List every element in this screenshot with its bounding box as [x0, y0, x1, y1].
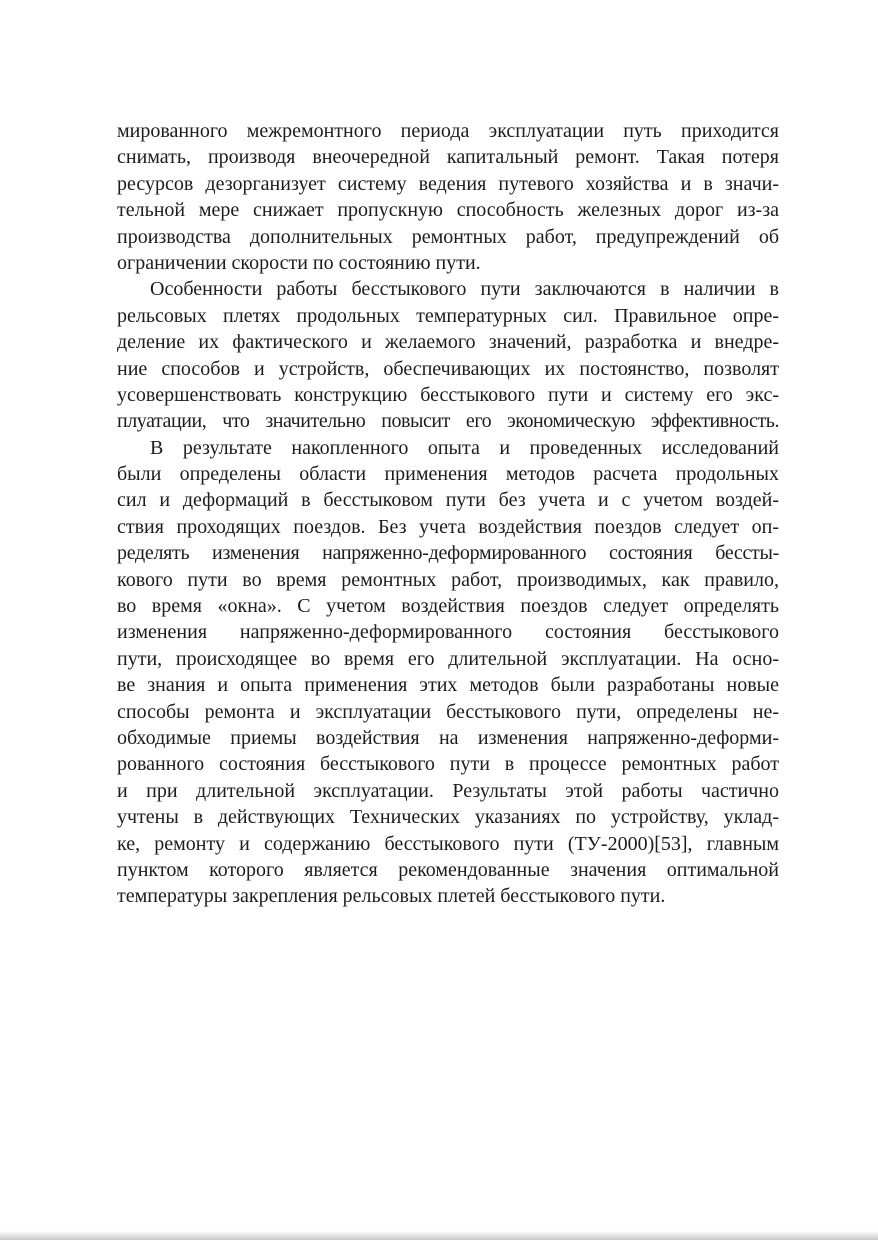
text-line: деление их фактического и желаемого значений, разработка и внедре-	[117, 331, 779, 354]
text-line: усовершенствовать конструкцию бесстыкового пути и систему его экс-	[117, 383, 779, 406]
text-line: ресурсов дезорганизует систему ведения путевого хозяйства и в значи-	[117, 172, 779, 195]
text-line: рованного состояния бесстыкового пути в процессе ремонтных работ	[117, 753, 779, 776]
text-line: Особенности работы бесстыкового пути заключаются в наличии в	[150, 278, 779, 301]
text-line: сил и деформаций в бесстыковом пути без учета и с учетом воздей-	[117, 489, 779, 512]
text-line: кового пути во время ремонтных работ, производимых, как правило,	[117, 568, 779, 591]
paragraph-2	[117, 276, 779, 434]
text-line: ве знания и опыта применения этих методов были разработаны новые	[117, 674, 779, 697]
text-line: во время «окна». С учетом воздействия поездов следует определять	[117, 595, 779, 618]
text-line: ределять изменения напряженно-деформированного состояния бессты-	[117, 542, 779, 565]
paragraph-3	[117, 435, 779, 910]
text-line: и при длительной эксплуатации. Результаты этой работы частично	[117, 779, 779, 802]
text-line: ние способов и устройств, обеспечивающих их постоянство, позволят	[117, 357, 779, 380]
text-line: плуатации, что значительно повысит его экономическую эффективность.	[117, 410, 779, 433]
text-line: пути, происходящее во время его длительной эксплуатации. На осно-	[117, 647, 779, 670]
text-line: способы ремонта и эксплуатации бесстыкового пути, определены не-	[117, 700, 779, 723]
page-bottom-edge	[0, 1231, 878, 1240]
text-line: В результате накопленного опыта и проведенных исследований	[150, 436, 779, 459]
text-line: рельсовых плетях продольных температурных сил. Правильное опре-	[117, 304, 779, 327]
text-line: учтены в действующих Технических указаниях по устройству, уклад-	[117, 806, 779, 829]
text-line: обходимые приемы воздействия на изменения напряженно-деформи-	[117, 726, 779, 749]
text-line: ствия проходящих поездов. Без учета воздействия поездов следует оп-	[117, 515, 779, 538]
text-line: производства дополнительных ремонтных работ, предупреждений об	[117, 225, 779, 248]
text-line: были определены области применения методов расчета продольных	[117, 463, 779, 486]
body-text	[117, 118, 779, 910]
text-line: изменения напряженно-деформированного состояния бесстыкового	[117, 621, 779, 644]
text-line: ке, ремонту и содержанию бесстыкового пути (ТУ-2000)[53], главным	[117, 832, 779, 855]
text-line: снимать, производя внеочередной капитальный ремонт. Такая потеря	[117, 146, 779, 169]
text-line: ограничении скорости по состоянию пути.	[117, 251, 481, 274]
text-line: мированного межремонтного периода эксплуатации путь приходится	[117, 120, 779, 142]
paragraph-1	[117, 118, 779, 276]
text-line: температуры закрепления рельсовых плетей бесстыкового пути.	[117, 885, 666, 908]
text-line: пунктом которого является рекомендованные значения оптимальной	[117, 858, 779, 881]
text-line: тельной мере снижает пропускную способность железных дорог из-за	[117, 199, 779, 222]
